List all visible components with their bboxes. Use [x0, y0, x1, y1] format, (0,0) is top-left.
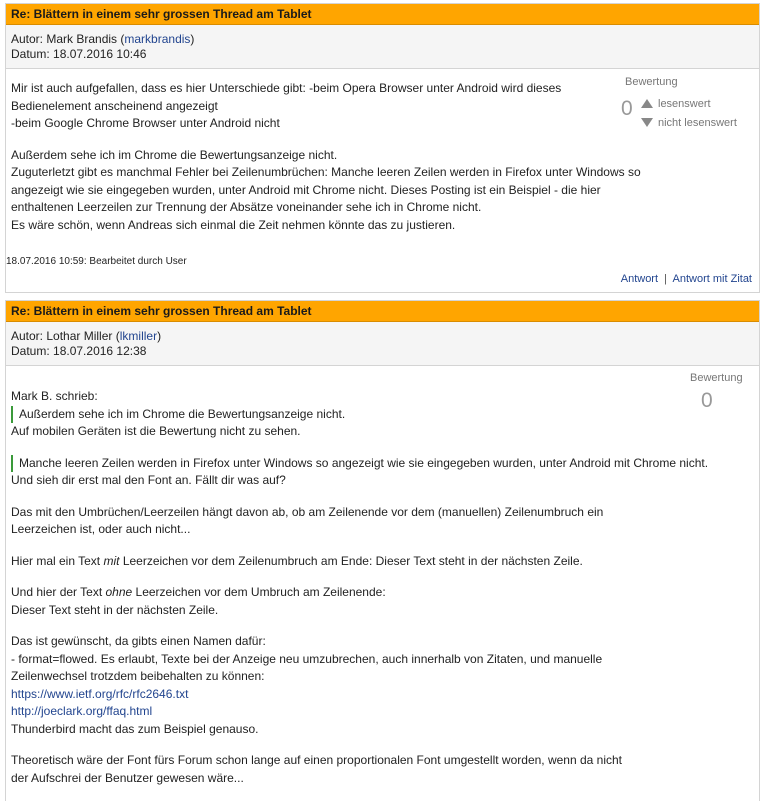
text-line: enthaltenen Leerzeilen zur Trennung der Absätze voneinander sehe ich in Chrome nicht. — [11, 200, 482, 214]
date-label: Datum: — [11, 47, 50, 61]
post-text — [11, 69, 641, 234]
rating-widget — [684, 372, 754, 412]
rating-label: Bewertung — [690, 372, 743, 384]
rating-score: 0 — [621, 97, 633, 120]
rating-score: 0 — [701, 389, 713, 412]
author-name: Mark Brandis — [46, 32, 118, 46]
post-title: Re: Blättern in einem sehr grossen Thread am Tablet — [6, 4, 759, 25]
quote-block: Außerdem sehe ich im Chrome die Bewertungsanzeige nicht. — [11, 406, 754, 424]
text-line: Außerdem sehe ich im Chrome die Bewertungsanzeige nicht. — [11, 147, 338, 162]
text-line: Und hier der Text ohne Leerzeichen vor dem Umbruch am Zeilenende: — [11, 585, 386, 599]
post-text — [11, 366, 754, 787]
vote-down-label[interactable]: nicht lesenswert — [658, 117, 737, 129]
vote-up-label[interactable]: lesenswert — [658, 98, 711, 110]
text-line: angezeigt wie sie eingegeben wurden, unter Android mit Chrome nicht. Dieses Posting ist ein Beispiel - die hier — [11, 182, 601, 197]
text-line: Zuguterletzt gibt es manchmal Fehler bei Zeilenumbrüchen: Manche leeren Zeilen werden in Firefox unter Windows so — [11, 165, 641, 179]
quote-intro: Mark B. schrieb: — [11, 389, 98, 403]
reply-button[interactable]: Antwort — [620, 273, 659, 285]
text-line: Und sieh dir erst mal den Font an. Fällt dir was auf? — [11, 473, 286, 487]
author-profile-link[interactable]: markbrandis — [124, 32, 191, 46]
author-label: Autor: — [11, 329, 44, 343]
text-line: Zeilenwechsel trotzdem beibehalten zu können: — [11, 669, 265, 683]
post-title: Re: Blättern in einem sehr grossen Thread am Tablet — [6, 301, 759, 322]
rating-widget — [621, 76, 749, 129]
text-line: Bedienelement anscheinend angezeigt — [11, 98, 218, 113]
date-label: Datum: — [11, 344, 50, 358]
text-line: der Aufschrei der Benutzer gewesen wäre... — [11, 770, 244, 785]
reply-quote-button[interactable]: Antwort mit Zitat — [672, 273, 752, 285]
edited-note: 18.07.2016 10:59: Bearbeitet durch User — [6, 256, 187, 267]
text-line: - format=flowed. Es erlaubt, Texte bei der Anzeige neu umzubrechen, auch innerhalb von Zitaten, und manuelle — [11, 651, 603, 666]
forum-post — [5, 3, 760, 293]
action-separator: | — [664, 273, 668, 285]
vote-up-icon[interactable] — [641, 99, 653, 108]
post-meta: Autor: Mark Brandis (markbrandis) Datum: 18.07.2016 10:46 — [6, 25, 759, 69]
post-actions — [621, 273, 759, 290]
author-label: Autor: — [11, 32, 44, 46]
rating-label: Bewertung — [625, 76, 678, 88]
post-date: 18.07.2016 10:46 — [53, 47, 147, 61]
emphasis-text: ohne — [105, 585, 133, 599]
author-name: Lothar Miller — [46, 329, 113, 343]
text-line: Thunderbird macht das zum Beispiel genauso. — [11, 721, 259, 736]
rfc-link[interactable]: https://www.ietf.org/rfc/rfc2646.txt — [11, 686, 189, 701]
post-date: 18.07.2016 12:38 — [53, 344, 147, 358]
post-meta: Autor: Lothar Miller (lkmiller) Datum: 18.07.2016 12:38 — [6, 322, 759, 366]
text-line: Auf mobilen Geräten ist die Bewertung nicht zu sehen. — [11, 424, 301, 438]
forum-post — [5, 300, 760, 801]
text-line: Mir ist auch aufgefallen, dass es hier Unterschiede gibt: -beim Opera Browser unter Android wird dieses — [11, 81, 562, 95]
text-line: Theoretisch wäre der Font fürs Forum schon lange auf einen proportionalen Font umgestellt worden, wenn da nicht — [11, 753, 623, 767]
text-line: Leerzeichen ist, oder auch nicht... — [11, 522, 191, 536]
quote-block: Manche leeren Zeilen werden in Firefox unter Windows so angezeigt wie sie eingegeben wurden, unter Android mit Chrome nicht. — [11, 455, 754, 473]
author-profile-link[interactable]: lkmiller — [119, 329, 158, 343]
emphasis-text: mit — [103, 553, 120, 568]
text-line: Es wäre schön, wenn Andreas sich einmal die Zeit nehmen könnte das zu justieren. — [11, 217, 456, 232]
text-line: Dieser Text steht in der nächsten Zeile. — [11, 602, 219, 617]
text-line: -beim Google Chrome Browser unter Android nicht — [11, 116, 280, 130]
post-body — [6, 366, 759, 787]
vote-down-icon[interactable] — [641, 118, 653, 127]
text-line: Das ist gewünscht, da gibts einen Namen dafür: — [11, 634, 266, 648]
ffaq-link[interactable]: http://joeclark.org/ffaq.html — [11, 704, 153, 718]
text-line: Hier mal ein Text mit Leerzeichen vor dem Zeilenumbruch am Ende: Dieser Text steht in der nächsten Zeile. — [11, 553, 583, 568]
text-line: Das mit den Umbrüchen/Leerzeilen hängt davon ab, ob am Zeilenende vor dem (manuellen) Zeilenumbruch ein — [11, 504, 604, 519]
